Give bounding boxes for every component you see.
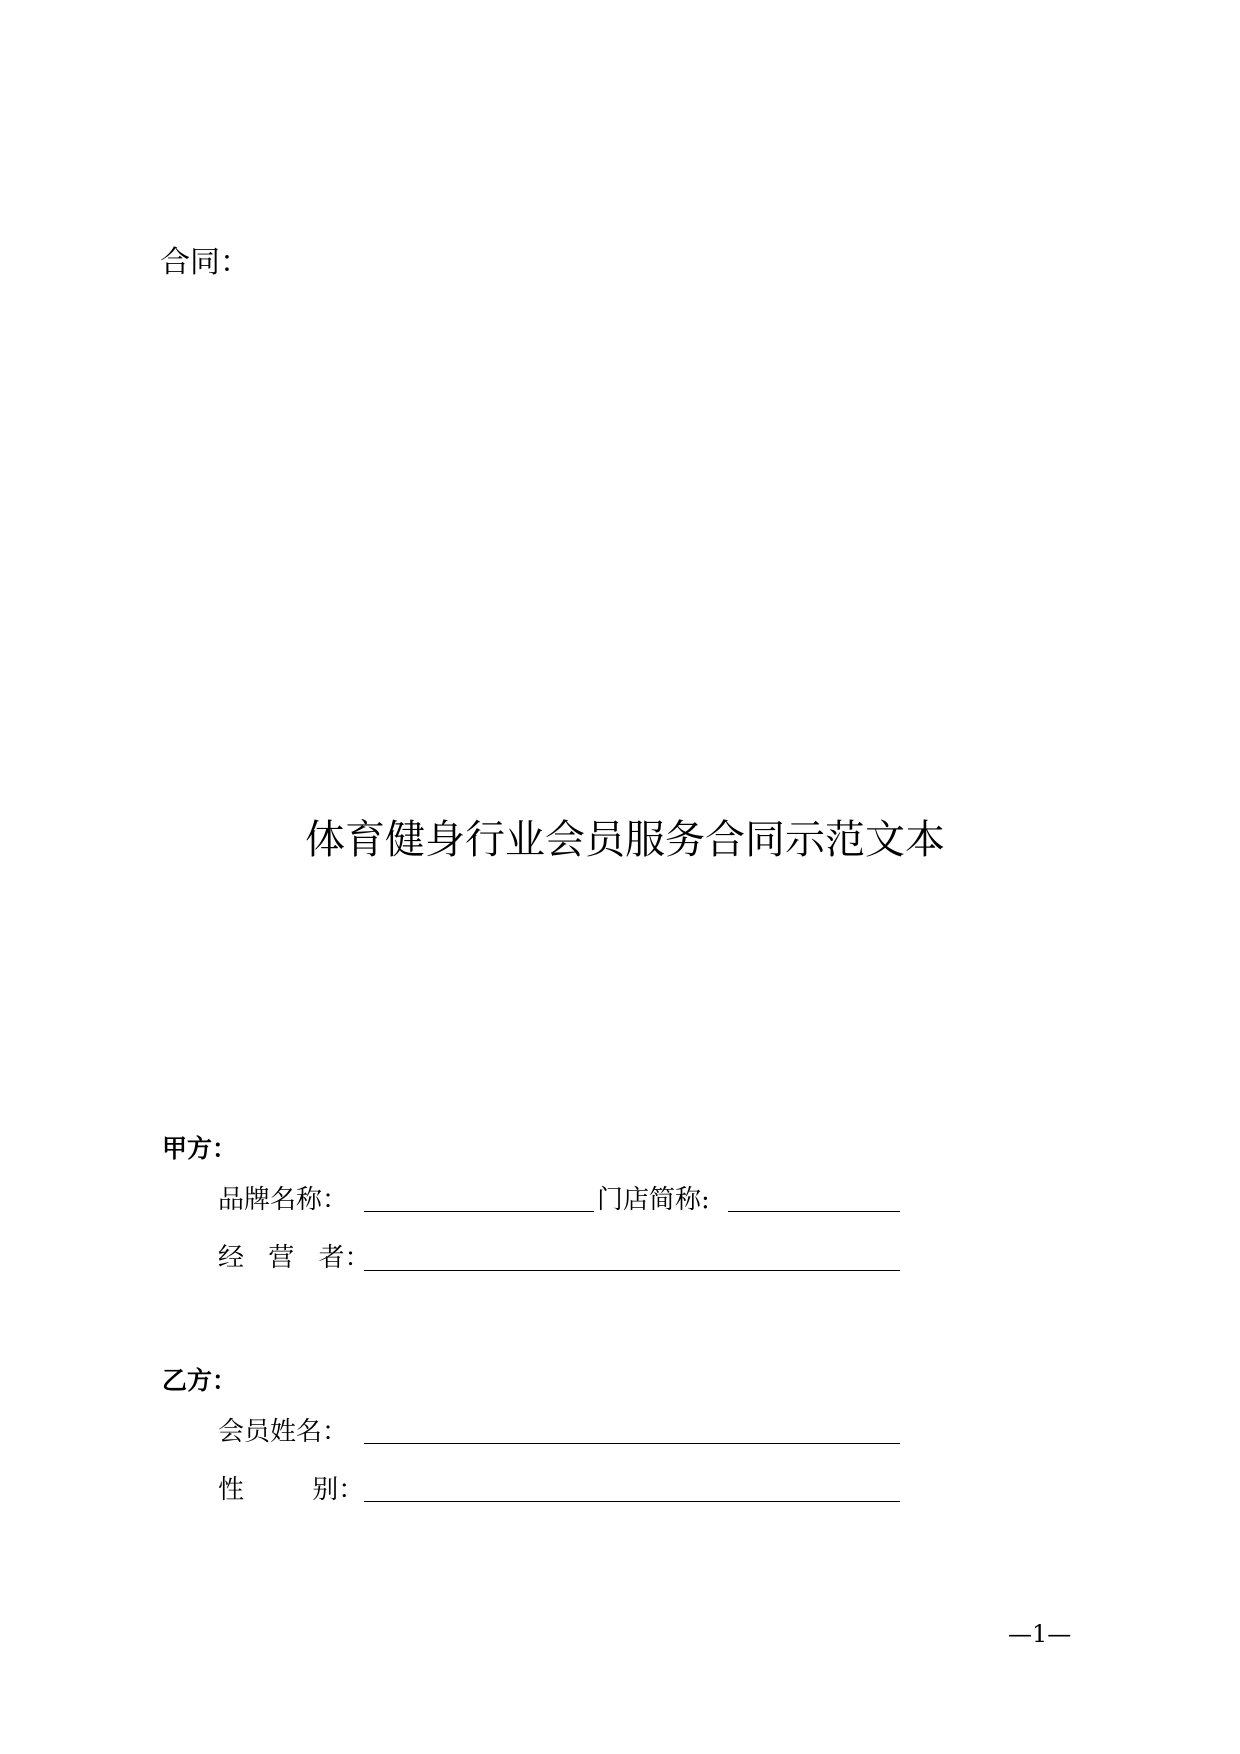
member-name-label: 会员姓名： bbox=[218, 1417, 349, 1447]
store-short-name-label: 门店简称: bbox=[597, 1185, 710, 1215]
page-number: —1— bbox=[1008, 1620, 1072, 1648]
brand-name-label: 品牌名称： bbox=[218, 1185, 349, 1215]
brand-name-blank[interactable] bbox=[364, 1211, 594, 1212]
operator-blank[interactable] bbox=[364, 1270, 900, 1271]
party-a-heading: 甲方： bbox=[162, 1134, 238, 1163]
document-title: 体育健身行业会员服务合同示范文本 bbox=[305, 817, 945, 863]
member-name-blank[interactable] bbox=[364, 1443, 900, 1444]
store-short-name-blank[interactable] bbox=[728, 1211, 900, 1212]
party-b-heading: 乙方： bbox=[162, 1366, 238, 1395]
contract-number-label: 合同： bbox=[160, 245, 250, 280]
operator-label: 经 营 者： bbox=[218, 1243, 371, 1273]
gender-blank[interactable] bbox=[364, 1501, 900, 1502]
gender-label: 性 别： bbox=[218, 1475, 365, 1505]
